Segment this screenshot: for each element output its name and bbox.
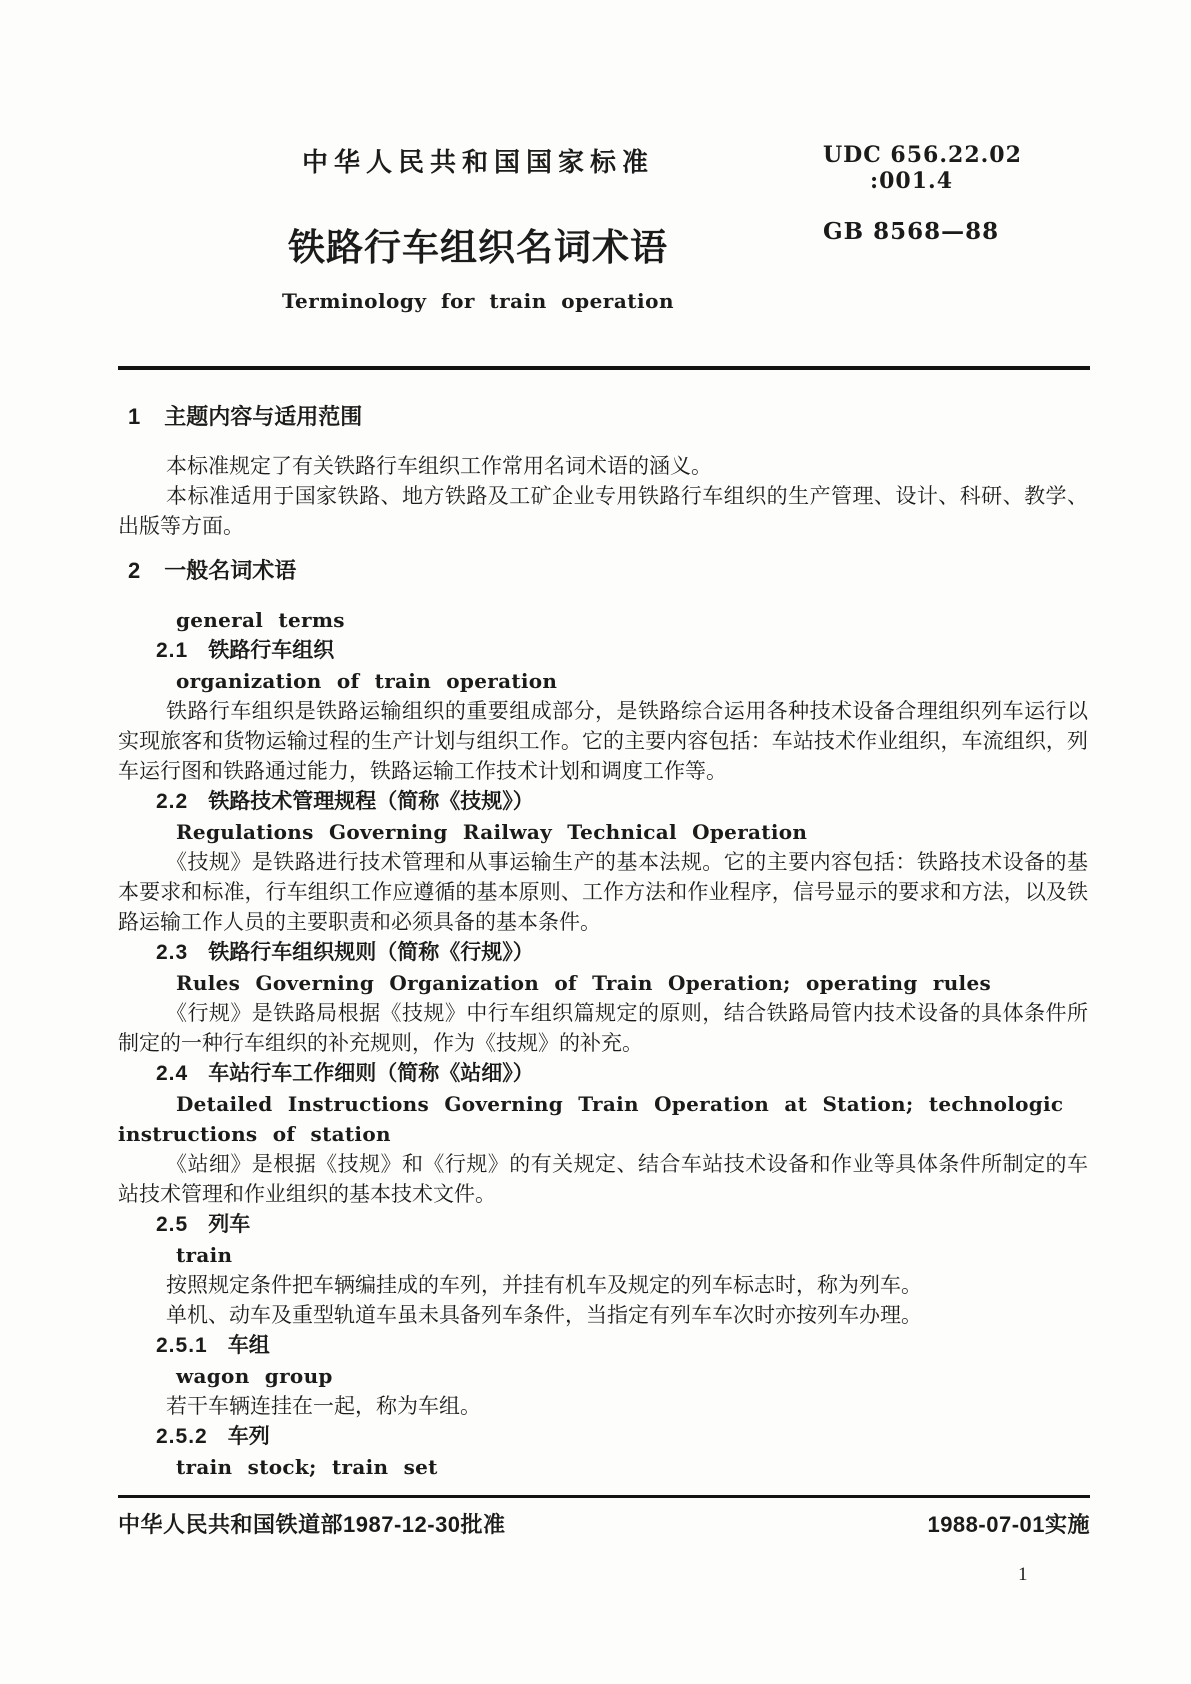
section-number: 1 xyxy=(128,404,141,429)
udc-code-line2: :001.4 xyxy=(870,168,954,194)
subsection-number: 2.5 xyxy=(156,1213,189,1236)
subsection-title: 铁路行车组织 xyxy=(208,639,335,662)
subsection-number: 2.2 xyxy=(156,790,189,813)
paragraph: 《技规》是铁路进行技术管理和从事运输生产的基本法规。它的主要内容包括：铁路技术设备的基本要求和标准，行车组织工作应遵循的基本原则、工作方法和作业程序，信号显示的要求和方法，以及铁路运输工作人员的主要职责和必须具备的基本条件。 xyxy=(118,850,1088,934)
standard-number: GB 8568—88 xyxy=(823,218,1000,245)
paragraph: 本标准适用于国家铁路、地方铁路及工矿企业专用铁路行车组织的生产管理、设计、科研、教学、出版等方面。 xyxy=(118,484,1088,538)
subsection-heading xyxy=(118,635,1088,666)
approval-note: 中华人民共和国铁道部1987-12-30批准 xyxy=(118,1512,506,1537)
subsection-heading xyxy=(118,1209,1088,1240)
paragraph: 本标准规定了有关铁路行车组织工作常用名词术语的涵义。 xyxy=(166,454,712,478)
header-divider xyxy=(118,366,1090,370)
subsection-title: 车站行车工作细则（简称《站细》） xyxy=(208,1062,534,1085)
footer-divider xyxy=(118,1495,1090,1498)
paragraph: 若干车辆连挂在一起，称为车组。 xyxy=(166,1394,481,1418)
english-term: train stock; train set xyxy=(176,1455,438,1479)
paragraph: 《行规》是铁路局根据《技规》中行车组织篇规定的原则，结合铁路局管内技术设备的具体条件所制定的一种行车组织的补充规则，作为《技规》的补充。 xyxy=(118,1001,1088,1055)
english-term: general terms xyxy=(176,608,345,632)
subsection-number: 2.3 xyxy=(156,941,189,964)
document-title-en: Terminology for train operation xyxy=(281,289,675,313)
english-term: Detailed Instructions Governing Train Operation at Station; technologic instructions of station xyxy=(118,1092,1064,1146)
subsection-heading xyxy=(118,1330,1088,1361)
document-body xyxy=(118,402,1088,1482)
subsection-title: 车列 xyxy=(227,1425,270,1448)
subsection-heading xyxy=(118,937,1088,968)
standard-codes xyxy=(823,142,1022,245)
document-header xyxy=(118,142,838,313)
english-term: train xyxy=(176,1243,233,1267)
paragraph: 单机、动车及重型轨道车虽未具备列车条件，当指定有列车车次时亦按列车办理。 xyxy=(166,1303,922,1327)
subsection-title: 铁路行车组织规则（简称《行规》） xyxy=(208,941,534,964)
subsection-heading xyxy=(118,1421,1088,1452)
section-title: 主题内容与适用范围 xyxy=(164,404,363,429)
document-title-zh: 铁路行车组织名词术语 xyxy=(288,227,668,268)
paragraph: 《站细》是根据《技规》和《行规》的有关规定、结合车站技术设备和作业等具体条件所制定的车站技术管理和作业组织的基本技术文件。 xyxy=(118,1152,1088,1206)
implementation-note: 1988-07-01实施 xyxy=(927,1512,1090,1537)
subsection-heading xyxy=(118,1058,1088,1089)
english-term: wagon group xyxy=(176,1364,333,1388)
subsection-title: 列车 xyxy=(208,1213,251,1236)
standard-label: 中华人民共和国国家标准 xyxy=(301,147,654,177)
subsection-number: 2.5.2 xyxy=(156,1425,208,1448)
english-term: Rules Governing Organization of Train Operation; operating rules xyxy=(176,971,992,995)
section-heading xyxy=(118,402,1088,432)
subsection-number: 2.4 xyxy=(156,1062,189,1085)
subsection-title: 铁路技术管理规程（简称《技规》） xyxy=(208,790,534,813)
subsection-number: 2.1 xyxy=(156,639,189,662)
subsection-heading xyxy=(118,786,1088,817)
subsection-number: 2.5.1 xyxy=(156,1334,208,1357)
paragraph: 铁路行车组织是铁路运输组织的重要组成部分，是铁路综合运用各种技术设备合理组织列车运行以实现旅客和货物运输过程的生产计划与组织工作。它的主要内容包括：车站技术作业组织，车流组织，列车运行图和铁路通过能力，铁路运输工作技术计划和调度工作等。 xyxy=(118,699,1088,783)
paragraph: 按照规定条件把车辆编挂成的车列，并挂有机车及规定的列车标志时，称为列车。 xyxy=(166,1273,922,1297)
document-footer xyxy=(118,1508,1090,1539)
english-term: organization of train operation xyxy=(176,669,558,693)
section-title: 一般名词术语 xyxy=(164,558,297,583)
subsection-title: 车组 xyxy=(227,1334,270,1357)
section-heading xyxy=(118,556,1088,586)
page-number: 1 xyxy=(1018,1564,1028,1585)
english-term: Regulations Governing Railway Technical Operation xyxy=(176,820,808,844)
section-number: 2 xyxy=(128,558,141,583)
udc-code-line1: UDC 656.22.02 xyxy=(823,142,1022,168)
